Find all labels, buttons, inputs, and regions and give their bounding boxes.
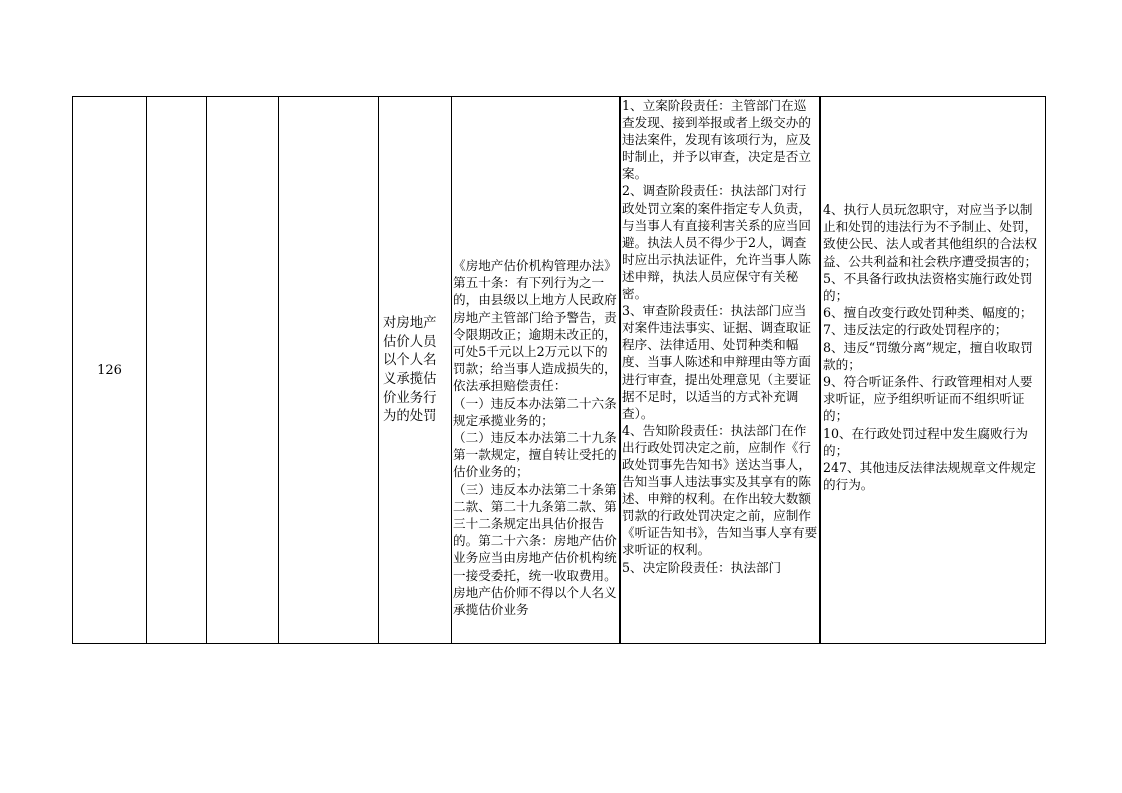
item-name: [379, 97, 451, 644]
empty-cell: [147, 97, 206, 644]
accountability: 4、执行人员玩忽职守，对应当予以制止和处罚的违法行为不予制止、处罚，致使公民、法人或者其他组织的合法权益、公共利益和社会秩序遭受损害的； 5、不具备行政执法资格实施行政处罚的； 6、擅自改变行政处罚种类、幅度的； 7、违反法定的行政处罚程序的； 8、违反“罚缴分离”规定，擅自收取罚款的； 9、符合听证条件、行政管理相对人要求听证，应予组织听证而不组织听证的； 10、在行政处罚过程中发生腐败行为的； 247、其他违反法律法规规章文件规定的行为。: [823, 202, 1038, 493]
empty-cell: [207, 97, 278, 644]
legal-basis: 《房地产估价机构管理办法》第五十条：有下列行为之一的，由县级以上地方人民政府房地产主管部门给予警告，责令限期改正；逾期未改正的，可处5千元以上2万元以下的罚款；给当事人造成损失的，依法承担赔偿责任： （一）违反本办法第二十六条规定承揽业务的； （二）违反本办法第二十九条第一款规定，擅自转让受托的估价业务的； （三）违反本办法第二十条第二款、第二十九条第二款、第三十二条规定出具估价报告的。第二十六条：房地产估价业务应当由房地产估价机构统一接受委托，统一收取费用。房地产估价师不得以个人名义承揽估价业务: [453, 258, 617, 618]
responsibilities: 1、立案阶段责任：主管部门在巡查发现、接到举报或者上级交办的违法案件，发现有该项行为，应及时制止，并予以审查，决定是否立案。 2、调查阶段责任：执法部门对行政处罚立案的案件指定专人负责，与当事人有直接利害关系的应当回避。执法人员不得少于2人，调查时应出示执法证件，允许当事人陈述申辩，执法人员应保守有关秘密。 3、审查阶段责任：执法部门应当对案件违法事实、证据、调查取证程序、法律适用、处罚种类和幅度、当事人陈述和申辩理由等方面进行审查，提出处理意见（主要证据不足时，以适当的方式补充调查）。 4、告知阶段责任：执法部门在作出行政处罚决定之前，应制作《行政处罚事先告知书》送达当事人，告知当事人违法事实及其享有的陈述、申辩的权利。在作出较大数额罚款的行政处罚决定之前，应制作《听证告知书》，告知当事人享有要求听证的权利。 5、决定阶段责任：执法部门: [622, 98, 818, 575]
item-number: 126: [97, 363, 122, 379]
empty-cell: [279, 97, 378, 644]
item-name-text: 对房地产估价人员以个人名义承揽估价业务行为的处罚: [383, 316, 437, 425]
table-row: [72, 96, 1046, 644]
